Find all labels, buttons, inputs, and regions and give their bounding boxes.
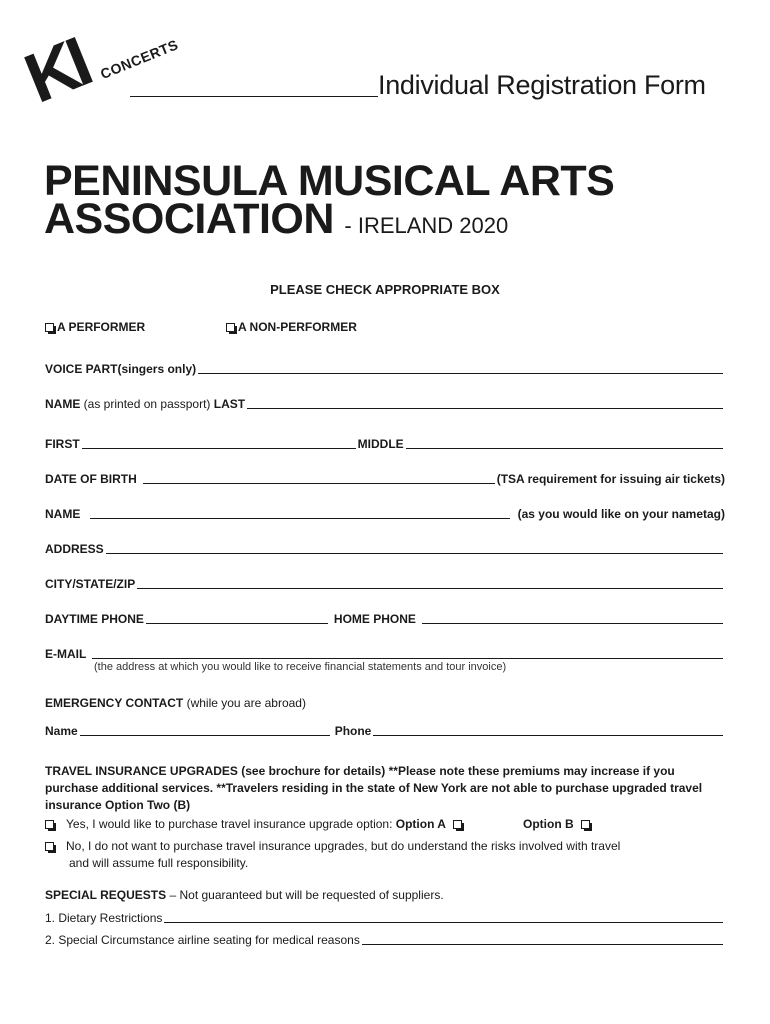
emergency-phone-field[interactable]: [373, 724, 723, 736]
passport-name-row: [45, 395, 725, 411]
last-name-label: LAST: [213, 397, 246, 411]
middle-name-label: MIDDLE: [357, 437, 404, 451]
org-title-line2: [44, 196, 508, 252]
org-title-suffix: - IRELAND 2020: [344, 213, 509, 238]
non-performer-option[interactable]: [226, 320, 357, 334]
emergency-phone-label: Phone: [334, 724, 372, 738]
insurance-no-row: [45, 838, 620, 855]
dob-row: [45, 470, 725, 486]
non-performer-label: A NON-PERFORMER: [238, 320, 357, 334]
emergency-note: (while you are abroad): [183, 696, 306, 710]
voice-part-row: [45, 360, 725, 376]
address-label: ADDRESS: [45, 542, 104, 556]
special-note: – Not guaranteed but will be requested of suppliers.: [166, 888, 444, 902]
dob-field[interactable]: [143, 472, 495, 484]
special-heading: SPECIAL REQUESTS: [45, 888, 167, 902]
dietary-row: [45, 909, 725, 925]
option-b-group: [523, 817, 593, 831]
performer-checkbox[interactable]: [45, 323, 54, 332]
middle-name-field[interactable]: [406, 437, 723, 449]
check-heading: PLEASE CHECK APPROPRIATE BOX: [270, 282, 500, 297]
voice-part-field[interactable]: [198, 362, 723, 374]
email-note: (the address at which you would like to receive financial statements and tour invoice): [94, 661, 507, 673]
dob-note: (TSA requirement for issuing air tickets): [496, 472, 725, 486]
logo-concerts: CONCERTS: [98, 36, 181, 82]
nametag-row: [45, 505, 725, 521]
special-heading-row: [45, 888, 444, 902]
emergency-name-field[interactable]: [80, 724, 330, 736]
insurance-yes-row: [45, 817, 465, 831]
nametag-field[interactable]: [90, 507, 509, 519]
daytime-phone-label: DAYTIME PHONE: [45, 612, 144, 626]
insurance-no-line1: No, I do not want to purchase travel insurance upgrades, but do understand the risks involved with travel: [66, 839, 621, 853]
seating-row: [45, 931, 725, 947]
home-phone-field[interactable]: [422, 612, 723, 624]
org-title-association: ASSOCIATION: [44, 195, 334, 243]
first-middle-row: [45, 435, 725, 451]
home-phone-label: HOME PHONE: [333, 612, 416, 626]
insurance-no-checkbox[interactable]: [45, 842, 54, 851]
city-label: CITY/STATE/ZIP: [45, 577, 136, 591]
passport-name-label: NAME: [45, 397, 81, 411]
seating-field[interactable]: [362, 933, 723, 945]
dob-label: DATE OF BIRTH: [45, 472, 137, 486]
dietary-field[interactable]: [164, 911, 723, 923]
nametag-note: (as you would like on your nametag): [517, 507, 725, 521]
option-b-checkbox[interactable]: [581, 820, 590, 829]
emergency-name-label: Name: [45, 724, 78, 738]
city-field[interactable]: [137, 577, 723, 589]
insurance-no-line2: and will assume full responsibility.: [69, 856, 249, 870]
option-a-label: Option A: [395, 817, 446, 831]
performer-label: A PERFORMER: [57, 320, 146, 334]
passport-name-note: (as printed on passport): [80, 397, 214, 411]
voice-part-label: VOICE PART: [45, 362, 118, 376]
address-field[interactable]: [106, 542, 723, 554]
insurance-yes-checkbox[interactable]: [45, 820, 54, 829]
option-b-label: Option B: [523, 817, 574, 831]
insurance-heading: TRAVEL INSURANCE UPGRADES (see brochure for details) **Please note these premiums may increase if you purchase additional services. **Travelers residing in the state of New York are not able to purchase upgraded travel insurance Option Two (B): [45, 764, 703, 812]
seating-label: 2. Special Circumstance airline seating for medical reasons: [45, 933, 360, 947]
performer-option[interactable]: [45, 320, 145, 334]
title-underline: [130, 96, 378, 97]
nametag-label: NAME: [45, 507, 81, 521]
phone-row: [45, 610, 725, 626]
org-title-line1: PENINSULA MUSICAL ARTS: [44, 157, 615, 205]
form-title: Individual Registration Form: [378, 70, 706, 100]
email-label: E-MAIL: [45, 647, 87, 661]
city-row: [45, 575, 725, 591]
dietary-label: 1. Dietary Restrictions: [45, 911, 163, 925]
non-performer-checkbox[interactable]: [226, 323, 235, 332]
emergency-heading: EMERGENCY CONTACT: [45, 696, 184, 710]
emergency-heading-row: [45, 696, 306, 710]
email-field[interactable]: [92, 647, 723, 659]
first-name-label: FIRST: [45, 437, 80, 451]
insurance-yes-text: Yes, I would like to purchase travel insurance upgrade option:: [66, 817, 396, 831]
logo-ki: KI: [14, 23, 98, 118]
address-row: [45, 540, 725, 556]
emergency-row: [45, 722, 725, 738]
email-row: [45, 645, 725, 661]
last-name-field[interactable]: [247, 397, 723, 409]
option-a-checkbox[interactable]: [453, 820, 462, 829]
voice-part-note: (singers only): [117, 362, 197, 376]
ki-concerts-logo: [14, 23, 202, 120]
first-name-field[interactable]: [82, 437, 356, 449]
daytime-phone-field[interactable]: [146, 612, 328, 624]
